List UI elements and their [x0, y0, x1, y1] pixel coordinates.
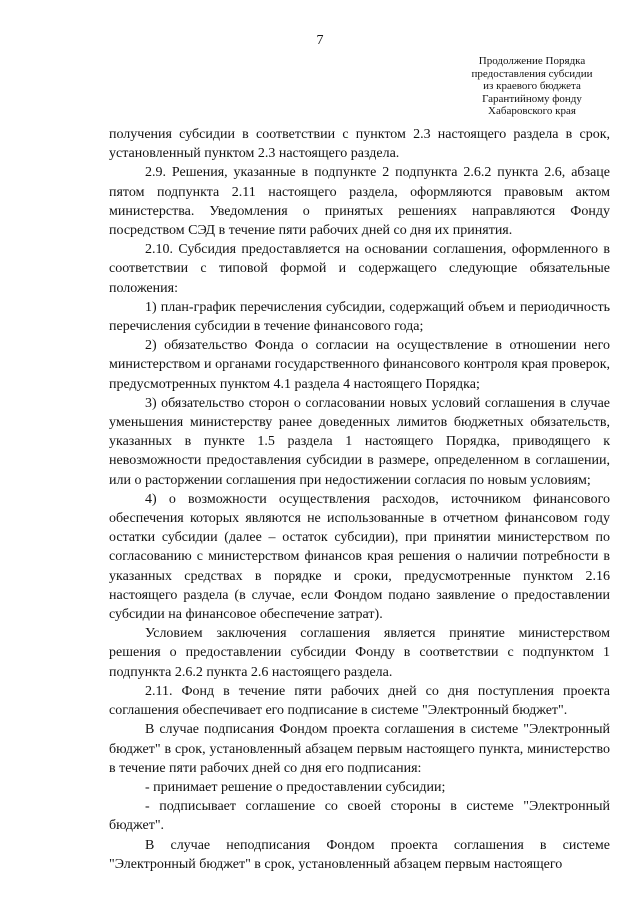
header-note-line: из краевого бюджета — [483, 80, 581, 92]
paragraph: В случае неподписания Фондом проекта соглашения в системе "Электронный бюджет" в срок, установленный абзацем первым настоящего — [109, 837, 610, 872]
paragraph: 3) обязательство сторон о согласовании новых условий соглашения в случае уменьшения министерству ранее доведенных лимитов бюджетных обязательств, указанных в пункте 1.5 раздела 1 настоящего Порядка, приводящего к невозможности предоставления субсидии в размере, определенном в соглашении, или о расторжении соглашения при недостижении согласия по новым условиям; — [109, 395, 610, 488]
paragraph: 1) план-график перечисления субсидии, содержащий объем и периодичность перечисления субсидии в течение финансового года; — [109, 299, 610, 335]
paragraph: В случае подписания Фондом проекта соглашения в системе "Электронный бюджет" в срок, установленный абзацем первым настоящего пункта, министерство в течение пяти рабочих дней со дня его подписания: — [109, 722, 610, 776]
paragraph: 2.11. Фонд в течение пяти рабочих дней со дня поступления проекта соглашения обеспечивает его подписание в системе "Электронный бюджет". — [109, 683, 610, 719]
paragraph: - подписывает соглашение со своей стороны в системе "Электронный бюджет". — [109, 799, 610, 834]
body-text — [109, 125, 610, 874]
header-note-line: Продолжение Порядка — [478, 55, 586, 67]
paragraph: получения субсидии в соответствии с пунктом 2.3 настоящего раздела в срок, установленный пунктом 2.3 настоящего раздела. — [109, 127, 610, 162]
header-note-line: Хабаровского края — [488, 105, 576, 117]
paragraph: Условием заключения соглашения является принятие министерством решения о предоставлении субсидии Фонду в соответствии с подпунктом 1 подпункта 2.6.2 пункта 2.6 настоящего раздела. — [109, 626, 610, 680]
page-number: 7 — [316, 33, 324, 48]
paragraph: 4) о возможности осуществления расходов, источником финансового обеспечения которых являются не использованные в отчетном финансовом году остатки субсидии (далее – остаток субсидии), при принятии министерством по согласованию с министерством финансов края решения о наличии потребности в указанных средствах в порядке и сроки, предусмотренные пунктом 2.16 настоящего раздела (в случае, если Фондом подано заявление о предоставлении субсидии на финансовое обеспечение затрат). — [109, 491, 610, 623]
paragraph: - принимает решение о предоставлении субсидии; — [145, 779, 446, 795]
header-note-line: предоставления субсидии — [471, 67, 593, 80]
header-note-line: Гарантийному фонду — [482, 92, 582, 105]
paragraph: 2.9. Решения, указанные в подпункте 2 подпункта 2.6.2 пункта 2.6, абзаце пятом подпункта 2.11 настоящего раздела, оформляются правовым актом министерства. Уведомления о принятых решениях направляются Фонду посредством СЭД в течение пяти рабочих дней со дня их принятия. — [109, 165, 610, 239]
header-note — [452, 55, 612, 118]
paragraph: 2) обязательство Фонда о согласии на осуществление в отношении него министерством и органами государственного финансового контроля края проверок, предусмотренных пунктом 4.1 раздела 4 настоящего Порядка; — [109, 338, 610, 392]
paragraph: 2.10. Субсидия предоставляется на основании соглашения, оформленного в соответствии с типовой формой и содержащего следующие обязательные положения: — [109, 242, 610, 296]
